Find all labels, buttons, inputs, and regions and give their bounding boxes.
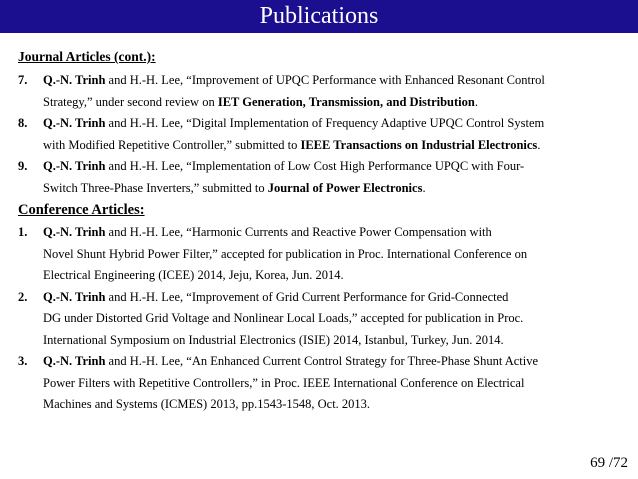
- item-text: and H.-H. Lee, “Improvement of Grid Current Performance for Grid-Connected: [105, 289, 509, 304]
- item-text: .: [422, 180, 426, 195]
- item-line: [43, 113, 628, 135]
- author-name: Q.-N. Trinh: [43, 225, 106, 239]
- conference-item: [18, 222, 628, 287]
- venue-name: Journal of Power Electronics: [267, 180, 423, 195]
- item-line: DG under Distorted Grid Voltage and Nonlinear Local Loads,” accepted for publication in Proc.: [43, 311, 524, 325]
- publications-content: [18, 48, 628, 416]
- item-number: 3.: [18, 354, 28, 368]
- venue-name: IEEE Transactions on Industrial Electronics: [300, 137, 538, 152]
- author-name: Q.-N. Trinh: [43, 289, 106, 304]
- item-line: [43, 156, 628, 178]
- author-name: Q.-N. Trinh: [43, 116, 106, 130]
- item-number: 1.: [18, 225, 28, 239]
- slide-title: Publications: [0, 0, 638, 33]
- item-line: [43, 287, 628, 309]
- author-name: Q.-N. Trinh: [43, 354, 106, 368]
- page-number: 69 /72: [590, 455, 628, 471]
- item-text: and H.-H. Lee, “Improvement of UPQC Performance with Enhanced Resonant Control: [105, 73, 545, 87]
- item-line: Novel Shunt Hybrid Power Filter,” accepted for publication in Proc. International Conference on: [43, 246, 528, 261]
- item-line: [43, 92, 628, 114]
- item-line: [43, 222, 628, 244]
- conference-item: [18, 351, 628, 416]
- item-text: and H.-H. Lee, “An Enhanced Current Control Strategy for Three-Phase Shunt Active: [105, 354, 539, 368]
- item-text: and H.-H. Lee, “Implementation of Low Cost High Performance UPQC with Four-: [105, 159, 525, 173]
- item-text: and H.-H. Lee, “Digital Implementation of Frequency Adaptive UPQC Control System: [105, 116, 545, 130]
- conference-item: [18, 287, 628, 352]
- item-line: [43, 178, 628, 200]
- item-number: 2.: [18, 289, 28, 304]
- item-number: 9.: [18, 159, 28, 173]
- journal-item: [18, 156, 628, 199]
- item-number: 7.: [18, 73, 28, 87]
- author-name: Q.-N. Trinh: [43, 159, 106, 173]
- item-text: Strategy,” under second review on: [43, 94, 218, 109]
- item-line: Electrical Engineering (ICEE) 2014, Jeju, Korea, Jun. 2014.: [43, 268, 344, 282]
- item-line: [43, 351, 628, 373]
- item-text: .: [474, 94, 478, 109]
- item-text: and H.-H. Lee, “Harmonic Currents and Reactive Power Compensation with: [105, 225, 492, 239]
- item-line: International Symposium on Industrial Electronics (ISIE) 2014, Istanbul, Turkey, Jun. 2014.: [43, 332, 504, 347]
- journal-item: [18, 70, 628, 113]
- venue-name: IET Generation, Transmission, and Distribution: [217, 94, 475, 109]
- author-name: Q.-N. Trinh: [43, 73, 106, 87]
- item-text: Switch Three-Phase Inverters,” submitted to: [43, 180, 268, 195]
- item-text: with Modified Repetitive Controller,” submitted to: [43, 137, 301, 152]
- item-number: 8.: [18, 116, 28, 130]
- item-line: [43, 135, 628, 157]
- journal-heading: Journal Articles (cont.):: [18, 49, 156, 64]
- item-line: Machines and Systems (ICMES) 2013, pp.1543-1548, Oct. 2013.: [43, 397, 371, 411]
- journal-item: [18, 113, 628, 156]
- conference-heading: Conference Articles:: [18, 202, 145, 218]
- item-text: .: [537, 137, 541, 152]
- item-line: [43, 70, 628, 92]
- item-line: Power Filters with Repetitive Controllers,” in Proc. IEEE International Conference on Electrical: [43, 375, 525, 390]
